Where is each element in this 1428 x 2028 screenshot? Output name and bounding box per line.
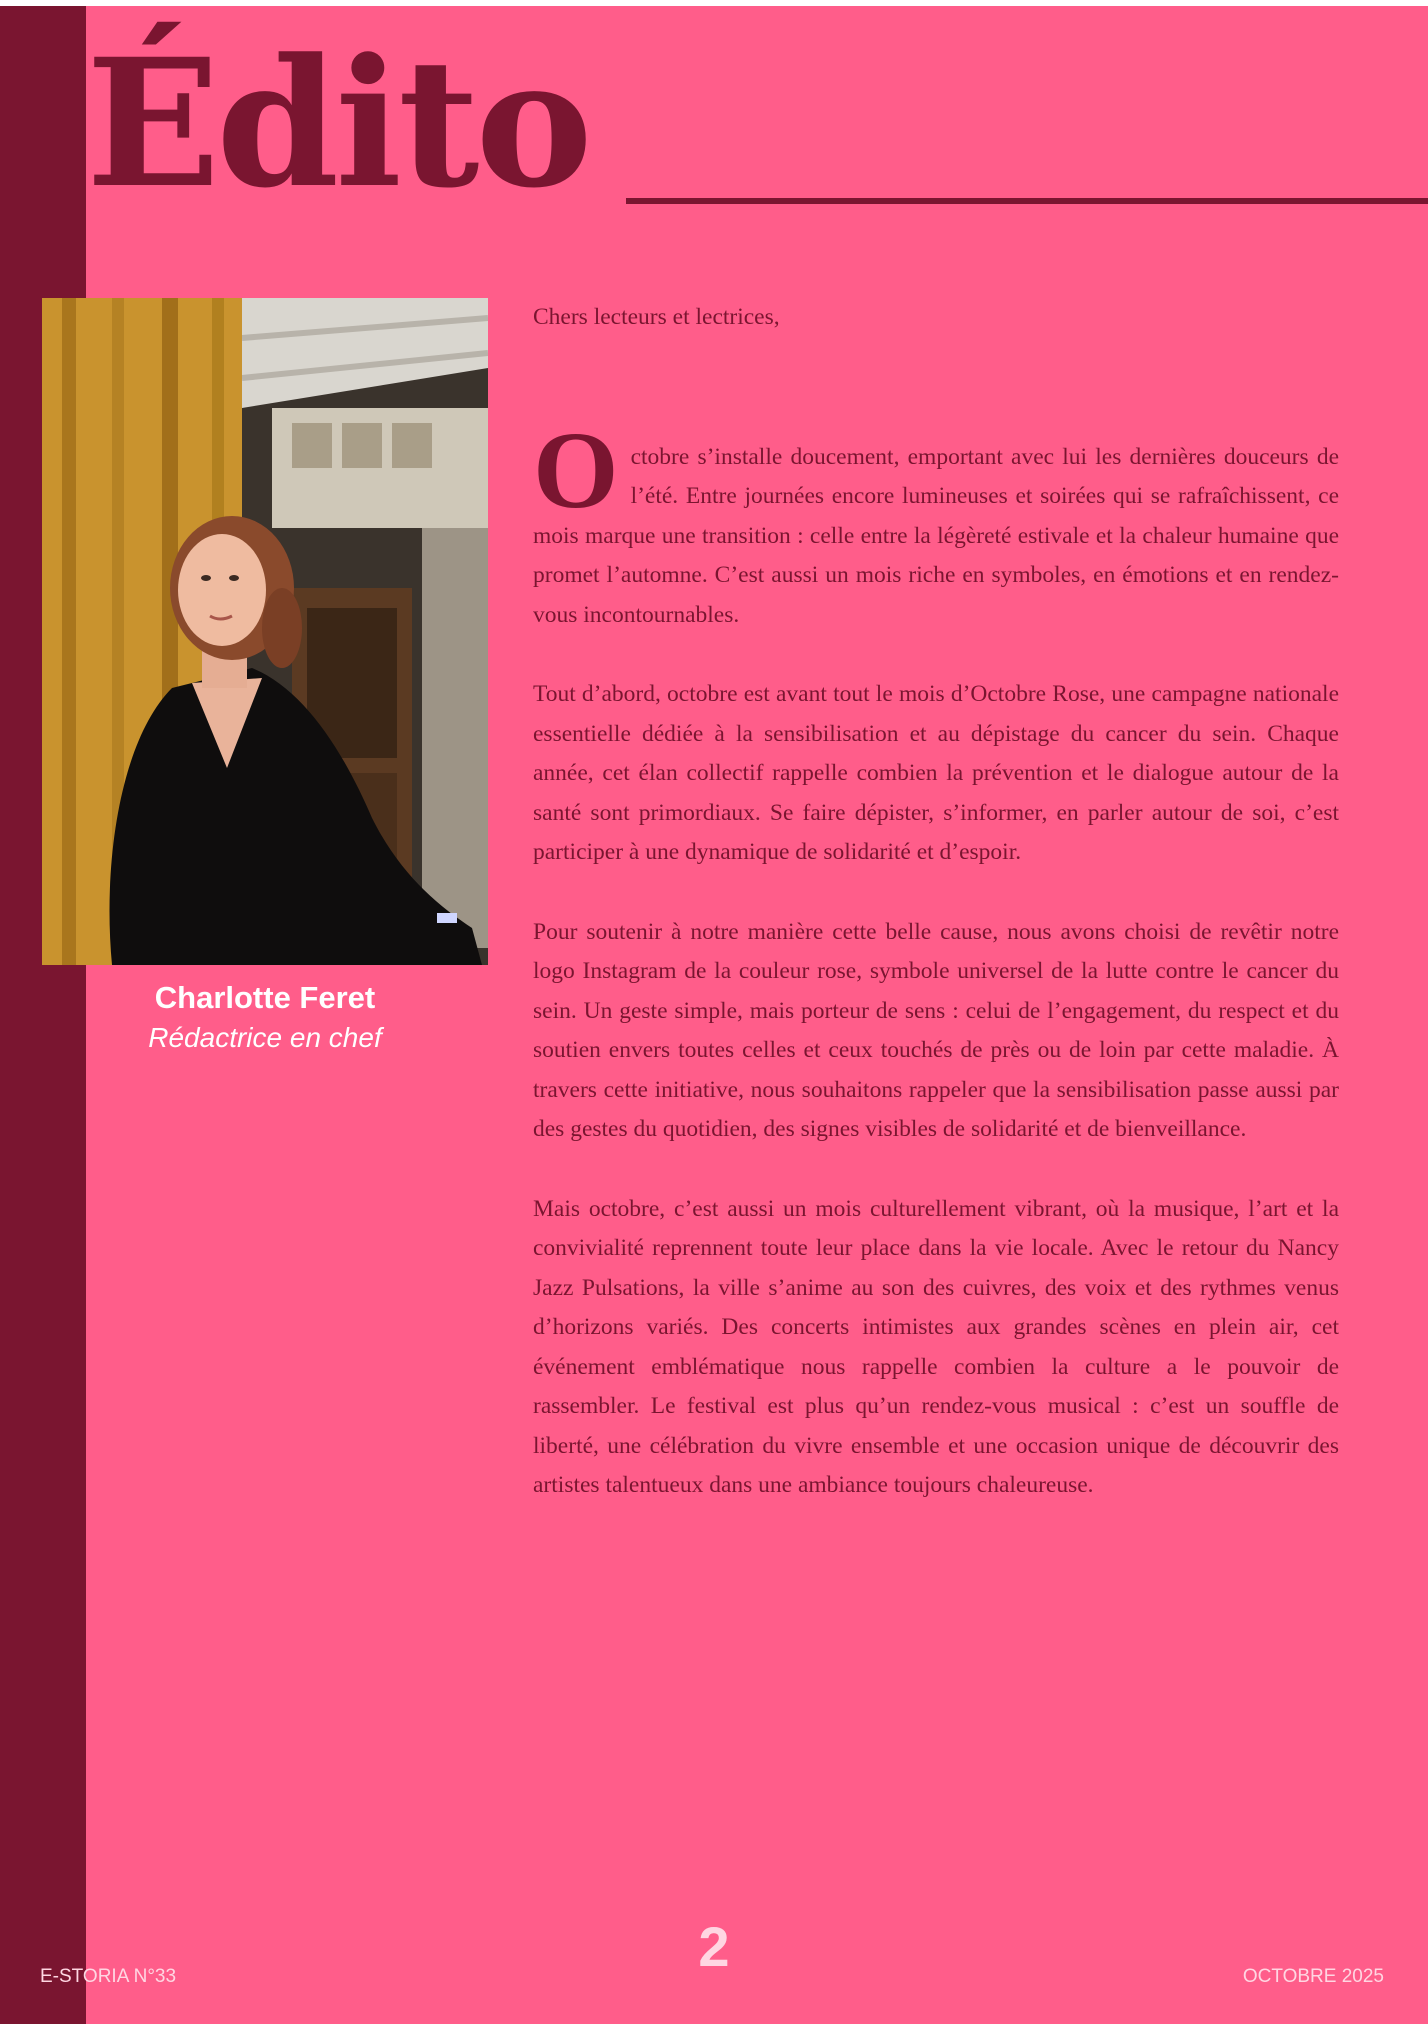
article-paragraph: Pour soutenir à notre manière cette belle cause, nous avons choisi de revêtir notre logo Instagram de la couleur rose, symbole universel de la lutte contre le cancer du sein. Un geste simple, mais porteur de sens : celui de l’engagement, du respect et du soutien envers toutes celles et ceux touchés de près ou de loin par cette maladie. À travers cette initiative, nous souhaitons rappeler que la sensibilisation passe aussi par des gestes du quotidien, des signes visibles de solidarité et de bienveillance. [533, 918, 1339, 1142]
article-paragraph: Tout d’abord, octobre est avant tout le mois d’Octobre Rose, une campagne nationale essentielle dédiée à la sensibilisation et au dépistage du cancer du sein. Chaque année, cet élan collectif rappelle combien la prévention et le dialogue autour de la santé sont primordiaux. Se faire dépister, s’informer, en parler autour de soi, c’est participer à une dynamique de solidarité et d’espoir. [533, 681, 1339, 865]
greeting: Chers lecteurs et lectrices, [533, 304, 780, 330]
drop-cap: O [533, 408, 619, 531]
page-number: 2 [698, 1915, 730, 1978]
publication-name: E-STORIA N°33 [40, 1966, 177, 1987]
author-role: Rédactrice en chef [148, 1022, 382, 1053]
magazine-page [0, 6, 1428, 2024]
author-photo [42, 298, 488, 965]
page-title: Édito [86, 20, 589, 227]
article-paragraph [533, 408, 1339, 636]
paragraph-text: ctobre s’installe doucement, emportant avec lui les dernières douceurs de l’été. Entre journées encore lumineuses et soirées qui se rafraîchissent, ce mois marque une transition : celle entre la légèreté estivale et la chaleur humaine que promet l’automne. C’est aussi un mois riche en symboles, en émotions et en rendez-vous incontournables. [533, 443, 1339, 628]
author-name: Charlotte Feret [154, 980, 376, 1015]
article-paragraph: Mais octobre, c’est aussi un mois culturellement vibrant, où la musique, l’art et la convivialité reprennent toute leur place dans la vie locale. Avec le retour du Nancy Jazz Pulsations, la ville s’anime au son des cuivres, des voix et des rythmes venus d’horizons variés. Des concerts intimistes aux grandes scènes en plein air, cet événement emblématique nous rappelle combien la culture a le pouvoir de rassembler. Le festival est plus qu’un rendez-vous musical : c’est un souffle de liberté, une célébration du vivre ensemble et une occasion unique de découvrir des artistes talentueux dans une ambiance toujours chaleureuse. [533, 1195, 1339, 1498]
title-divider [626, 198, 1428, 204]
editorial-article [533, 298, 1339, 1506]
issue-date: OCTOBRE 2025 [1242, 1966, 1384, 1987]
